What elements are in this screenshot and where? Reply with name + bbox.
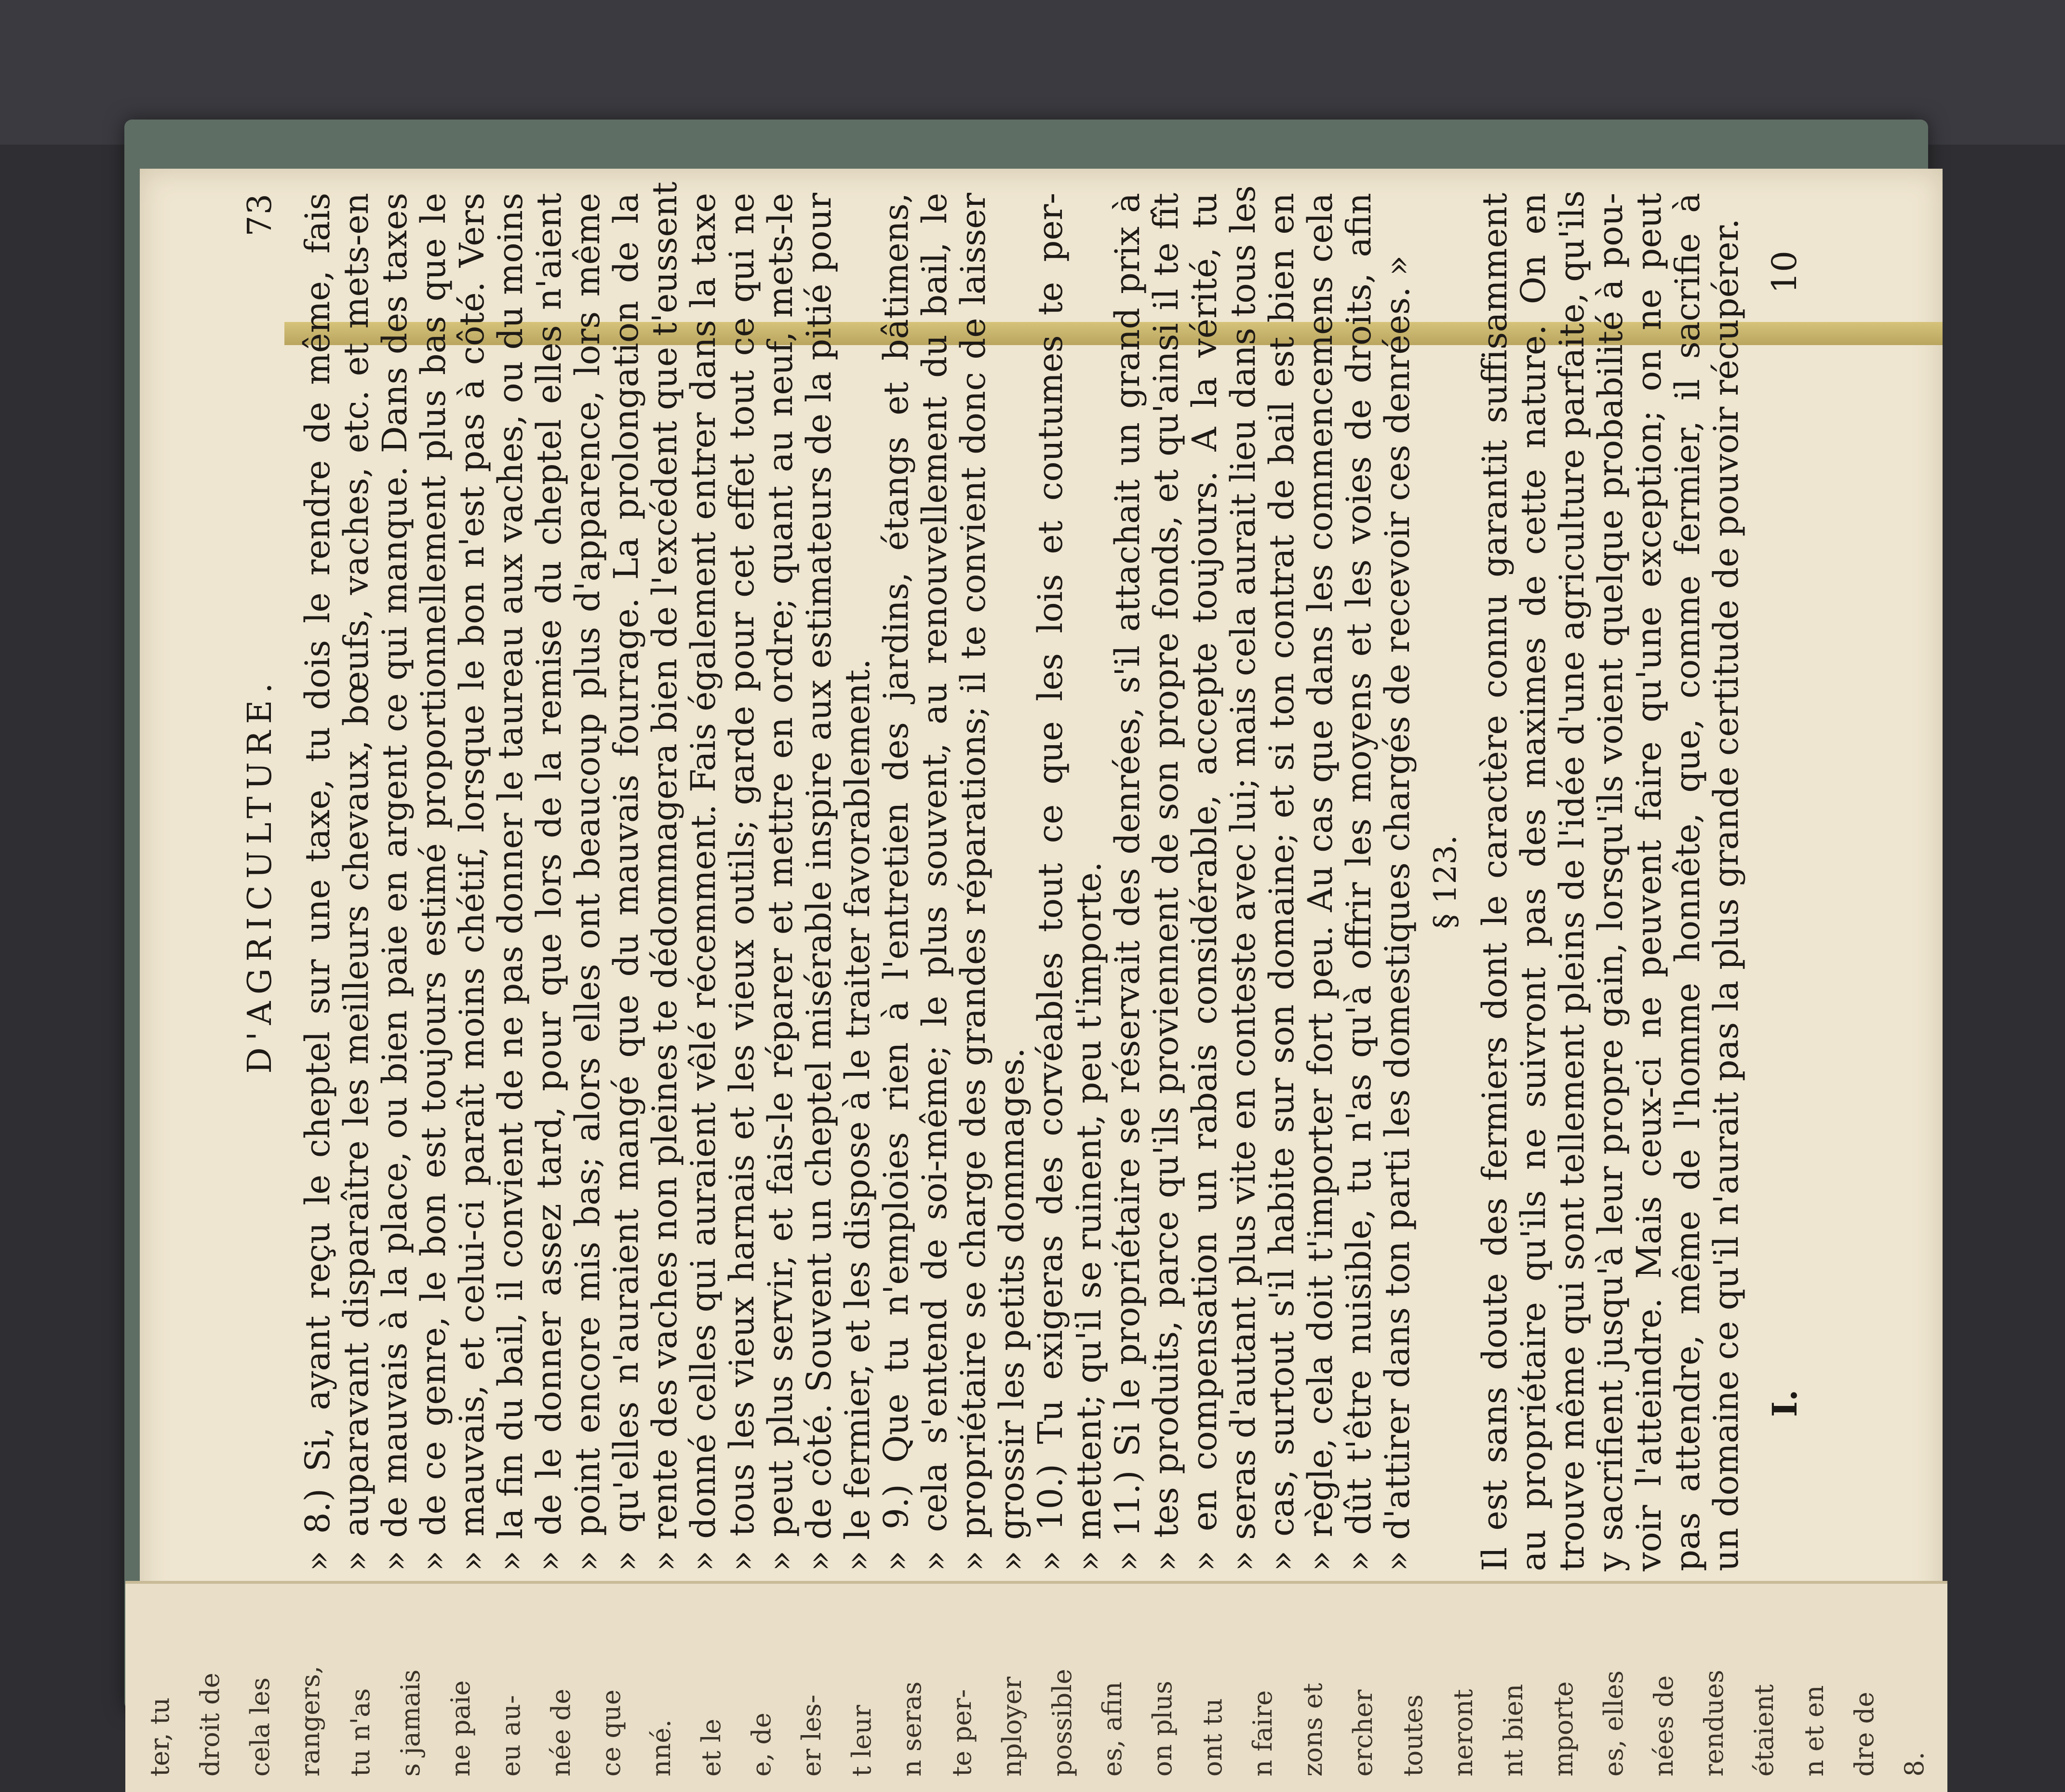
quoted-line: » tous les vieux harnais et les vieux outils; garde pour cet effet tout ce qui ne <box>722 193 762 1571</box>
facing-page-line: dre de <box>1849 1691 1879 1777</box>
signature-mark: I. <box>1765 1389 1805 1417</box>
quoted-line: » règle, cela doit t'importer fort peu. Au cas que dans les commencemens cela <box>1301 193 1340 1571</box>
section-number: § 123. <box>1428 835 1463 929</box>
facing-page-line: eu au- <box>496 1695 526 1777</box>
facing-page-line: 8. <box>1899 1752 1930 1777</box>
facing-page-line: droit de <box>195 1672 225 1777</box>
facing-page-line: n et en <box>1799 1685 1829 1777</box>
quoted-line: » de le donner assez tard, pour que lors de la remise du cheptel elles n'aient <box>529 193 569 1571</box>
paragraph-line: au propriétaire qu'ils ne suivront pas des maximes de cette nature. On en <box>1514 193 1553 1571</box>
quoted-text <box>298 181 1417 1571</box>
quoted-line: » le fermier, et les dispose à le traiter favorablement. <box>838 658 877 1571</box>
quoted-line: » cas, surtout s'il habite sur son domaine; et si ton contrat de bail est bien en <box>1262 193 1301 1571</box>
quoted-line: » dût t'être nuisible, tu n'as qu'à offrir les moyens et les voies de droits, afin <box>1339 193 1379 1571</box>
facing-page-line: n seras <box>897 1681 927 1777</box>
quoted-line: » 8.) Si, ayant reçu le cheptel sur une taxe, tu dois le rendre de même, fais <box>298 193 337 1571</box>
page-number: 73 <box>241 193 279 237</box>
facing-page-line: mporte <box>1548 1681 1579 1777</box>
quoted-line: » qu'elles n'auraient mangé que du mauvais fourrage. La prolongation de la <box>606 193 646 1571</box>
quoted-line: » 11.) Si le propriétaire se réservait des denrées, s'il attachait un grand prix à <box>1108 193 1147 1571</box>
page-footer <box>1765 193 1805 1571</box>
quoted-line: » de mauvais à la place, ou bien paie en argent ce qui manque. Dans des taxes <box>375 193 415 1571</box>
facing-page-line: t leur <box>846 1705 877 1777</box>
paragraph-line: trouve même qui sont tellement pleins de l'idée d'une agriculture parfaite, qu'ils <box>1552 190 1592 1571</box>
quoted-line: » de ce genre, le bon est toujours estimé proportionnellement plus bas que le <box>414 193 453 1571</box>
facing-page-line: rangers, <box>295 1665 325 1777</box>
paragraph-line: y sacrifient jusqu'à leur propre gain, lorsqu'ils voient quelque probabilité à pou- <box>1591 193 1630 1571</box>
quoted-line: » la fin du bail, il convient de ne pas donner le taureau aux vaches, ou du moins <box>491 193 530 1571</box>
quoted-line: » auparavant disparaître les meilleurs chevaux, bœufs, vaches, etc. et mets-en <box>336 193 376 1571</box>
quoted-line: » cela s'entend de soi-même; le plus souvent, au renouvellement du bail, le <box>915 193 954 1571</box>
facing-page-line: ercher <box>1348 1689 1378 1777</box>
quoted-line: » d'attirer dans ton parti les domestiques chargés de recevoir ces denrées. » <box>1378 255 1417 1571</box>
facing-page-line: er les- <box>796 1694 827 1777</box>
facing-page-line: et le <box>696 1718 726 1777</box>
facing-page-line: ter, tu <box>145 1697 175 1777</box>
facing-page-fragment <box>125 1581 1947 1792</box>
paragraph-line: pas attendre, même de l'homme honnête, que, comme fermier, il sacrifie à <box>1668 193 1707 1571</box>
facing-page-line: étaient <box>1749 1684 1779 1777</box>
running-title: D'AGRICULTURE. <box>241 676 279 1074</box>
facing-page-line: te per- <box>947 1689 977 1777</box>
facing-page-line: s jamais <box>395 1669 426 1777</box>
page-text-block <box>241 181 1805 1571</box>
facing-page-line: ont tu <box>1197 1698 1228 1777</box>
quoted-line: » de côté. Souvent un cheptel misérable inspire aux estimateurs de la pitié pour <box>799 193 839 1571</box>
facing-page-line: ne paie <box>445 1680 476 1777</box>
facing-page-line: es, elles <box>1598 1670 1629 1777</box>
quoted-line: » seras d'autant plus vite en conteste avec lui; mais cela aurait lieu dans tous les <box>1223 185 1263 1571</box>
facing-page-line: toutes <box>1398 1694 1428 1777</box>
facing-page-line: on plus <box>1147 1681 1178 1777</box>
quoted-line: » tes produits, parce qu'ils proviennent de son propre fonds, et qu'ainsi il te fît <box>1146 193 1186 1571</box>
gathering-number: 10 <box>1765 251 1804 294</box>
paragraph-line: voir l'atteindre. Mais ceux-ci ne peuvent faire qu'une exception; on ne peut <box>1629 193 1669 1571</box>
facing-page-line: rendues <box>1699 1670 1729 1777</box>
quoted-line: » propriétaire se charge des grandes réparations; il te convient donc de laisser <box>953 193 993 1571</box>
running-header <box>241 193 279 1571</box>
facing-page-line: possible <box>1047 1669 1077 1777</box>
facing-page-line: neront <box>1448 1689 1478 1777</box>
quoted-line: » grossir les petits dommages. <box>992 1047 1032 1571</box>
quoted-line: » 9.) Que tu n'emploies rien à l'entretien des jardins, étangs et bâtimens, <box>876 193 916 1571</box>
facing-page-line: nné. <box>646 1719 676 1777</box>
quoted-line: » rente des vaches non pleines te dédommagera bien de l'excédent que t'eussent <box>645 181 684 1571</box>
body-paragraph <box>1475 190 1746 1571</box>
paragraph-line: Il est sans doute des fermiers dont le caractère connu garantit suffisamment <box>1475 193 1515 1571</box>
facing-page-line: zons et <box>1298 1683 1328 1777</box>
quoted-line: » peut plus servir, et fais-le réparer et mettre en ordre; quant au neuf, mets-le <box>761 193 800 1571</box>
facing-page-line: es, afin <box>1097 1682 1127 1777</box>
facing-page-line: n faire <box>1247 1690 1278 1777</box>
facing-page-line: née de <box>546 1688 576 1777</box>
quoted-line: » 10.) Tu exigeras des corvéables tout ce que les lois et coutumes te per- <box>1031 193 1070 1571</box>
facing-page-line: nt bien <box>1498 1684 1529 1777</box>
facing-page-line: nployer <box>997 1676 1027 1777</box>
facing-page-line: tu n'as <box>345 1688 375 1777</box>
facing-page-line: cela les <box>245 1677 275 1777</box>
quoted-line: » mettent; qu'il se ruinent, peu t'importe. <box>1069 861 1109 1571</box>
facing-page-line: e, de <box>746 1712 777 1777</box>
quoted-line: » en compensation un rabais considérable, accepte toujours. A la vérité, tu <box>1185 193 1224 1571</box>
quoted-line: » donné celles qui auraient vêlé récemment. Fais également entrer dans la taxe <box>684 193 723 1571</box>
quoted-line: » point encore mis bas; alors elles ont beaucoup plus d'apparence, lors même <box>568 193 607 1571</box>
facing-page-line: nées de <box>1649 1675 1679 1777</box>
facing-page-line: ce que <box>596 1689 626 1777</box>
paragraph-line: un domaine ce qu'il n'aurait pas la plus grande certitude de pouvoir récupérer. <box>1706 218 1746 1571</box>
quoted-line: » mauvais, et celui-ci paraît moins chétif, lorsque le bon n'est pas à côté. Vers <box>452 193 492 1571</box>
